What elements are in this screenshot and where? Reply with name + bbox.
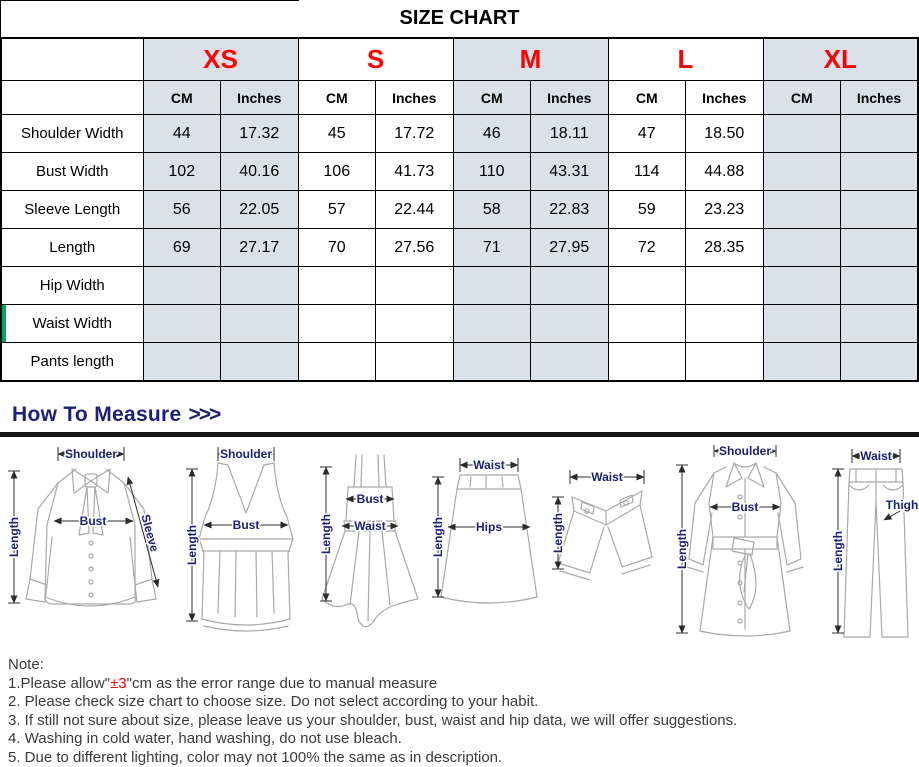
note-item-2: 2. Please check size chart to choose size. Do not select according to your habit. [8, 693, 919, 712]
dimension-lines [552, 470, 644, 569]
dress-diagram [312, 441, 426, 646]
tank-top-diagram [180, 441, 312, 646]
cell: 110 [453, 153, 531, 191]
page-title: SIZE CHART [0, 0, 919, 37]
cell: 58 [453, 191, 531, 229]
unit-header-cm: CM [453, 81, 531, 115]
measure-label-waist: Waist [591, 470, 623, 484]
unit-header-cm: CM [143, 81, 221, 115]
coat-outline [687, 463, 803, 636]
cell [841, 305, 919, 343]
unit-header-inches: Inches [531, 81, 609, 115]
cell [841, 343, 919, 382]
cell: 46 [453, 115, 531, 153]
cell: 44 [143, 115, 221, 153]
cell: 56 [143, 191, 221, 229]
table-row [1, 153, 918, 191]
cell [686, 343, 764, 382]
cell: 102 [143, 153, 221, 191]
unit-header-cm: CM [763, 81, 841, 115]
cell [763, 229, 841, 267]
chevrons-icon: >>> [189, 403, 220, 426]
cell: 22.44 [376, 191, 454, 229]
cell: 47 [608, 115, 686, 153]
cell [453, 267, 531, 305]
table-row [1, 343, 918, 382]
cell: 44.88 [686, 153, 764, 191]
cell [453, 343, 531, 382]
unit-header-inches: Inches [221, 81, 299, 115]
cell [298, 343, 376, 382]
cell [143, 267, 221, 305]
cell [376, 343, 454, 382]
size-header-xs: XS [143, 38, 298, 81]
blouse-diagram [0, 441, 180, 646]
measure-label-length: Length [319, 514, 333, 554]
size-header-l: L [608, 38, 763, 81]
heading-text: How To Measure [12, 403, 182, 426]
error-range-value: ±3 [110, 675, 127, 692]
cell: 114 [608, 153, 686, 191]
measure-label-bust: Bust [357, 492, 384, 506]
table-row [1, 115, 918, 153]
cell [531, 305, 609, 343]
cell: 27.56 [376, 229, 454, 267]
cell [763, 305, 841, 343]
cell [608, 305, 686, 343]
cell: 106 [298, 153, 376, 191]
size-header-xl: XL [763, 38, 918, 81]
cell [221, 267, 299, 305]
cell: 28.35 [686, 229, 764, 267]
cell [143, 343, 221, 382]
cell: 27.17 [221, 229, 299, 267]
dimension-lines [186, 447, 288, 621]
cell: 72 [608, 229, 686, 267]
size-chart-table [0, 37, 919, 382]
note-item-5: 5. Due to different lighting, color may not 100% the same as in description. [8, 749, 919, 767]
cell [841, 115, 919, 153]
unit-header-inches: Inches [841, 81, 919, 115]
how-to-measure-heading [12, 403, 919, 427]
measure-label-length: Length [431, 517, 445, 557]
cell [763, 115, 841, 153]
section-divider [0, 432, 919, 437]
cell: 57 [298, 191, 376, 229]
cell [376, 305, 454, 343]
note-item-3: 3. If still not sure about size, please leave us your shoulder, bust, waist and hip data, we will offer suggestions. [8, 712, 919, 731]
corner-cell [1, 38, 143, 81]
measure-label-shoulder: Shoulder [719, 444, 771, 458]
blouse-outline [26, 469, 156, 606]
measure-label-thigh: Thigh [886, 498, 919, 512]
measure-label-hips: Hips [476, 520, 502, 534]
table-row [1, 305, 918, 343]
cell [221, 343, 299, 382]
cell: 41.73 [376, 153, 454, 191]
table-row [1, 191, 918, 229]
cell: 22.83 [531, 191, 609, 229]
coat-diagram [662, 441, 826, 646]
cell: 27.95 [531, 229, 609, 267]
measure-label-waist: Waist [473, 458, 505, 472]
corner-cell [1, 81, 143, 115]
measure-label-length: Length [185, 525, 199, 565]
cell: 23.23 [686, 191, 764, 229]
cell [841, 191, 919, 229]
note-text: 1.Please allow" [8, 675, 110, 692]
size-header-s: S [298, 38, 453, 81]
cell [841, 153, 919, 191]
measure-label-length: Length [831, 531, 845, 571]
cell [763, 191, 841, 229]
cell: 71 [453, 229, 531, 267]
table-row [1, 267, 918, 305]
cell: 18.50 [686, 115, 764, 153]
cell: 22.05 [221, 191, 299, 229]
measure-label-shoulder: Shoulder [65, 447, 117, 461]
cell [376, 267, 454, 305]
measure-label-length: Length [551, 513, 565, 553]
measure-label-waist: Waist [860, 449, 892, 463]
unit-header-row [1, 81, 918, 115]
cell [453, 305, 531, 343]
cell: 18.11 [531, 115, 609, 153]
cell: 40.16 [221, 153, 299, 191]
cell: 17.32 [221, 115, 299, 153]
measure-label-waist: Waist [354, 519, 386, 533]
pants-diagram [826, 441, 919, 646]
note-label: Note: [8, 656, 919, 675]
row-label: Hip Width [1, 267, 143, 305]
row-label: Sleeve Length [1, 191, 143, 229]
dress-outline [322, 455, 418, 627]
cell [143, 305, 221, 343]
note-item-1 [8, 675, 919, 694]
cell [608, 267, 686, 305]
row-label: Length [1, 229, 143, 267]
cell: 59 [608, 191, 686, 229]
cell: 45 [298, 115, 376, 153]
skirt-diagram [426, 441, 544, 646]
note-item-4: 4. Washing in cold water, hand washing, do not use bleach. [8, 730, 919, 749]
cell: 17.72 [376, 115, 454, 153]
cell [298, 267, 376, 305]
cell [763, 343, 841, 382]
measure-label-bust: Bust [233, 518, 260, 532]
unit-header-cm: CM [608, 81, 686, 115]
shorts-outline [558, 491, 652, 580]
cell [221, 305, 299, 343]
unit-header-cm: CM [298, 81, 376, 115]
table-row [1, 229, 918, 267]
cell [841, 229, 919, 267]
measure-label-bust: Bust [732, 500, 759, 514]
unit-header-inches: Inches [376, 81, 454, 115]
measure-label-length: Length [675, 529, 689, 569]
cell [531, 267, 609, 305]
row-label: Shoulder Width [1, 115, 143, 153]
tank-top-outline [199, 463, 293, 631]
pants-outline [844, 469, 908, 637]
measure-label-length: Length [7, 517, 21, 557]
unit-header-inches: Inches [686, 81, 764, 115]
skirt-outline [441, 475, 537, 603]
size-header-m: M [453, 38, 608, 81]
cell [608, 343, 686, 382]
row-label: Waist Width [1, 305, 143, 343]
cell: 70 [298, 229, 376, 267]
cell [686, 267, 764, 305]
notes-section [0, 648, 919, 767]
cell [763, 267, 841, 305]
measure-label-sleeve: Sleeve [138, 513, 161, 554]
measure-label-shoulder: Shoulder [220, 447, 272, 461]
cell: 43.31 [531, 153, 609, 191]
note-text: "cm as the error range due to manual measure [127, 675, 437, 692]
cell [531, 343, 609, 382]
cell: 69 [143, 229, 221, 267]
size-header-row [1, 38, 918, 81]
shorts-diagram [544, 441, 662, 646]
how-to-measure-diagrams [0, 441, 919, 648]
cell [763, 153, 841, 191]
measure-label-bust: Bust [80, 514, 107, 528]
cell [841, 267, 919, 305]
row-label: Bust Width [1, 153, 143, 191]
row-label: Pants length [1, 343, 143, 382]
cell [686, 305, 764, 343]
cell [298, 305, 376, 343]
